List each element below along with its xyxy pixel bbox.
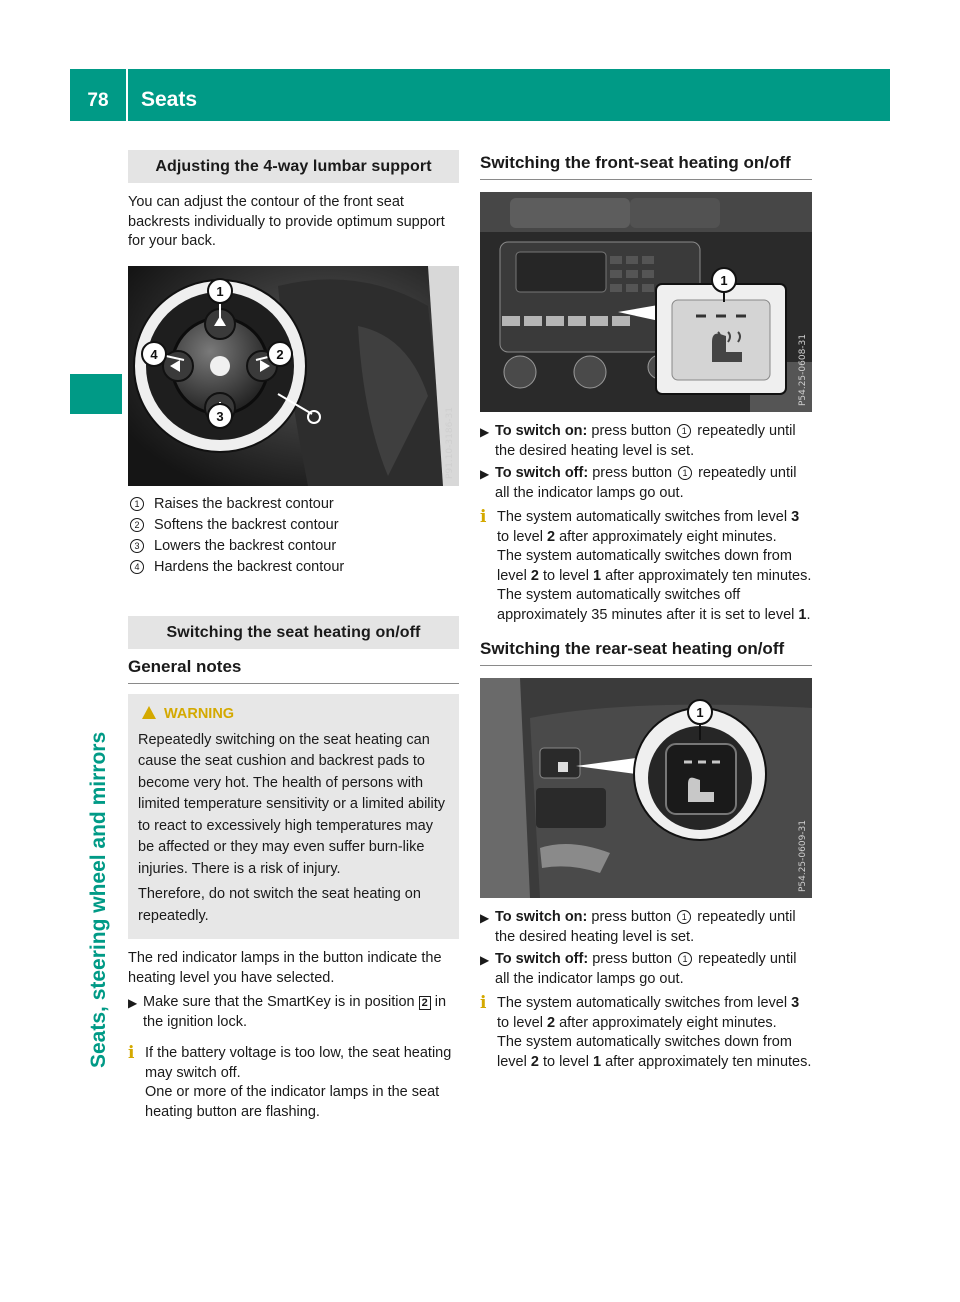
warning-box	[128, 694, 459, 940]
legend-number: 3	[130, 539, 144, 553]
step-text: press button	[591, 423, 672, 439]
legend-number: 1	[130, 497, 144, 511]
rear-door-illustration	[480, 678, 812, 898]
step-text: press button	[592, 951, 673, 967]
rear-callout-1: 1	[696, 705, 704, 720]
front-console-illustration	[480, 192, 812, 412]
info-note	[480, 508, 812, 625]
arrow-icon: ▶	[128, 996, 138, 1010]
callout-3: 3	[216, 408, 224, 424]
step-text: press button	[591, 909, 672, 925]
instruction-step	[128, 993, 459, 1032]
front-figure-code: P54.25-0608-31	[798, 333, 808, 406]
warning-title	[138, 704, 449, 724]
step-suffix: in the ignition lock.	[143, 994, 447, 1030]
legend-text: Softens the backrest contour	[154, 516, 339, 533]
switch-off-step	[480, 464, 812, 503]
step-label: To switch on:	[495, 423, 588, 439]
front-heating-heading: Switching the front-seat heating on/off	[480, 153, 812, 180]
info-icon: i	[480, 993, 487, 1013]
button-ref: 1	[677, 910, 691, 924]
legend-number: 4	[130, 560, 144, 574]
general-notes-heading: General notes	[128, 657, 459, 684]
legend-number: 2	[130, 518, 144, 532]
arrow-icon: ▶	[480, 425, 490, 439]
front-callout-1: 1	[720, 273, 728, 288]
button-ref: 1	[678, 466, 692, 480]
lumbar-figure	[128, 266, 459, 486]
front-heating-figure	[480, 192, 812, 412]
legend-item	[128, 536, 459, 557]
legend-item	[128, 515, 459, 536]
step-text: repeatedly until the desired heating level is set.	[495, 909, 796, 945]
warning-text: Repeatedly switching on the seat heating can cause the seat cushion and backrest pads to become very hot. The health of persons with limited temperature sensitivity or a limited ability to react to excessively high temperatures may be affected or they may even suffer burn-like injuries. There is a risk of injury.	[138, 731, 446, 877]
warning-icon	[142, 706, 156, 719]
arrow-icon: ▶	[480, 467, 490, 481]
switch-off-step	[480, 950, 812, 989]
info-text: The system automatically switches off approximately 35 minutes after it is set to level 1.	[497, 587, 811, 623]
chapter-tab	[70, 374, 122, 414]
info-icon: i	[128, 1043, 135, 1063]
info-text: The system automatically switches from level 3 to level 2 after approximately eight minutes.	[497, 995, 800, 1031]
step-label: To switch off:	[495, 465, 589, 481]
key-position-badge: 2	[419, 996, 431, 1010]
info-note	[480, 994, 812, 1072]
legend-text: Lowers the backrest contour	[154, 537, 337, 554]
step-text: repeatedly until the desired heating level is set.	[495, 423, 796, 459]
info-text: The system automatically switches down from level 2 to level 1 after approximately ten minutes.	[497, 1034, 812, 1070]
arrow-icon: ▶	[480, 911, 490, 925]
info-text: The system automatically switches from level 3 to level 2 after approximately eight minutes.	[497, 509, 800, 545]
page-title: Seats	[141, 88, 198, 111]
info-note	[128, 1044, 459, 1122]
lumbar-legend	[128, 494, 459, 578]
warning-label: WARNING	[164, 705, 235, 722]
rear-figure-code: P54.25-0609-31	[798, 819, 808, 892]
switch-on-step	[480, 908, 812, 947]
info-icon: i	[480, 507, 487, 527]
lumbar-intro: You can adjust the contour of the front seat backrests individually to provide optimum support for your back.	[128, 194, 445, 249]
rear-heating-figure	[480, 678, 812, 898]
step-label: To switch on:	[495, 909, 588, 925]
legend-item	[128, 494, 459, 515]
lumbar-figure-code: P91.10-3186-31	[445, 407, 455, 480]
page-number: 78	[87, 90, 109, 111]
info-text: If the battery voltage is too low, the seat heating may switch off.	[145, 1045, 452, 1081]
info-text: The system automatically switches down from level 2 to level 1 after approximately ten minutes.	[497, 548, 812, 584]
rear-heating-heading: Switching the rear-seat heating on/off	[480, 639, 812, 666]
legend-item	[128, 557, 459, 578]
lumbar-illustration	[128, 266, 459, 486]
lumbar-section-title: Adjusting the 4-way lumbar support	[128, 150, 459, 183]
header-divider	[126, 69, 128, 121]
step-text: repeatedly until all the indicator lamps go out.	[495, 951, 797, 987]
warning-advice: Therefore, do not switch the seat heating on repeatedly.	[138, 886, 421, 924]
callout-2: 2	[276, 346, 284, 362]
button-ref: 1	[678, 952, 692, 966]
step-text: Make sure that the SmartKey is in position	[143, 994, 415, 1010]
step-text: repeatedly until all the indicator lamps go out.	[495, 465, 797, 501]
step-text: press button	[592, 465, 673, 481]
switch-on-step	[480, 422, 812, 461]
chapter-label: Seats, steering wheel and mirrors	[87, 731, 110, 1068]
info-text: One or more of the indicator lamps in the seat heating button are flashing.	[145, 1084, 440, 1120]
callout-1: 1	[216, 283, 224, 299]
seat-heating-section-title: Switching the seat heating on/off	[128, 616, 459, 649]
legend-text: Hardens the backrest contour	[154, 558, 345, 575]
left-column	[128, 150, 459, 1122]
heating-body-text: The red indicator lamps in the button indicate the heating level you have selected.	[128, 950, 442, 986]
legend-text: Raises the backrest contour	[154, 495, 334, 512]
right-column	[480, 150, 812, 1072]
step-label: To switch off:	[495, 951, 589, 967]
button-ref: 1	[677, 424, 691, 438]
callout-4: 4	[150, 346, 158, 362]
arrow-icon: ▶	[480, 953, 490, 967]
